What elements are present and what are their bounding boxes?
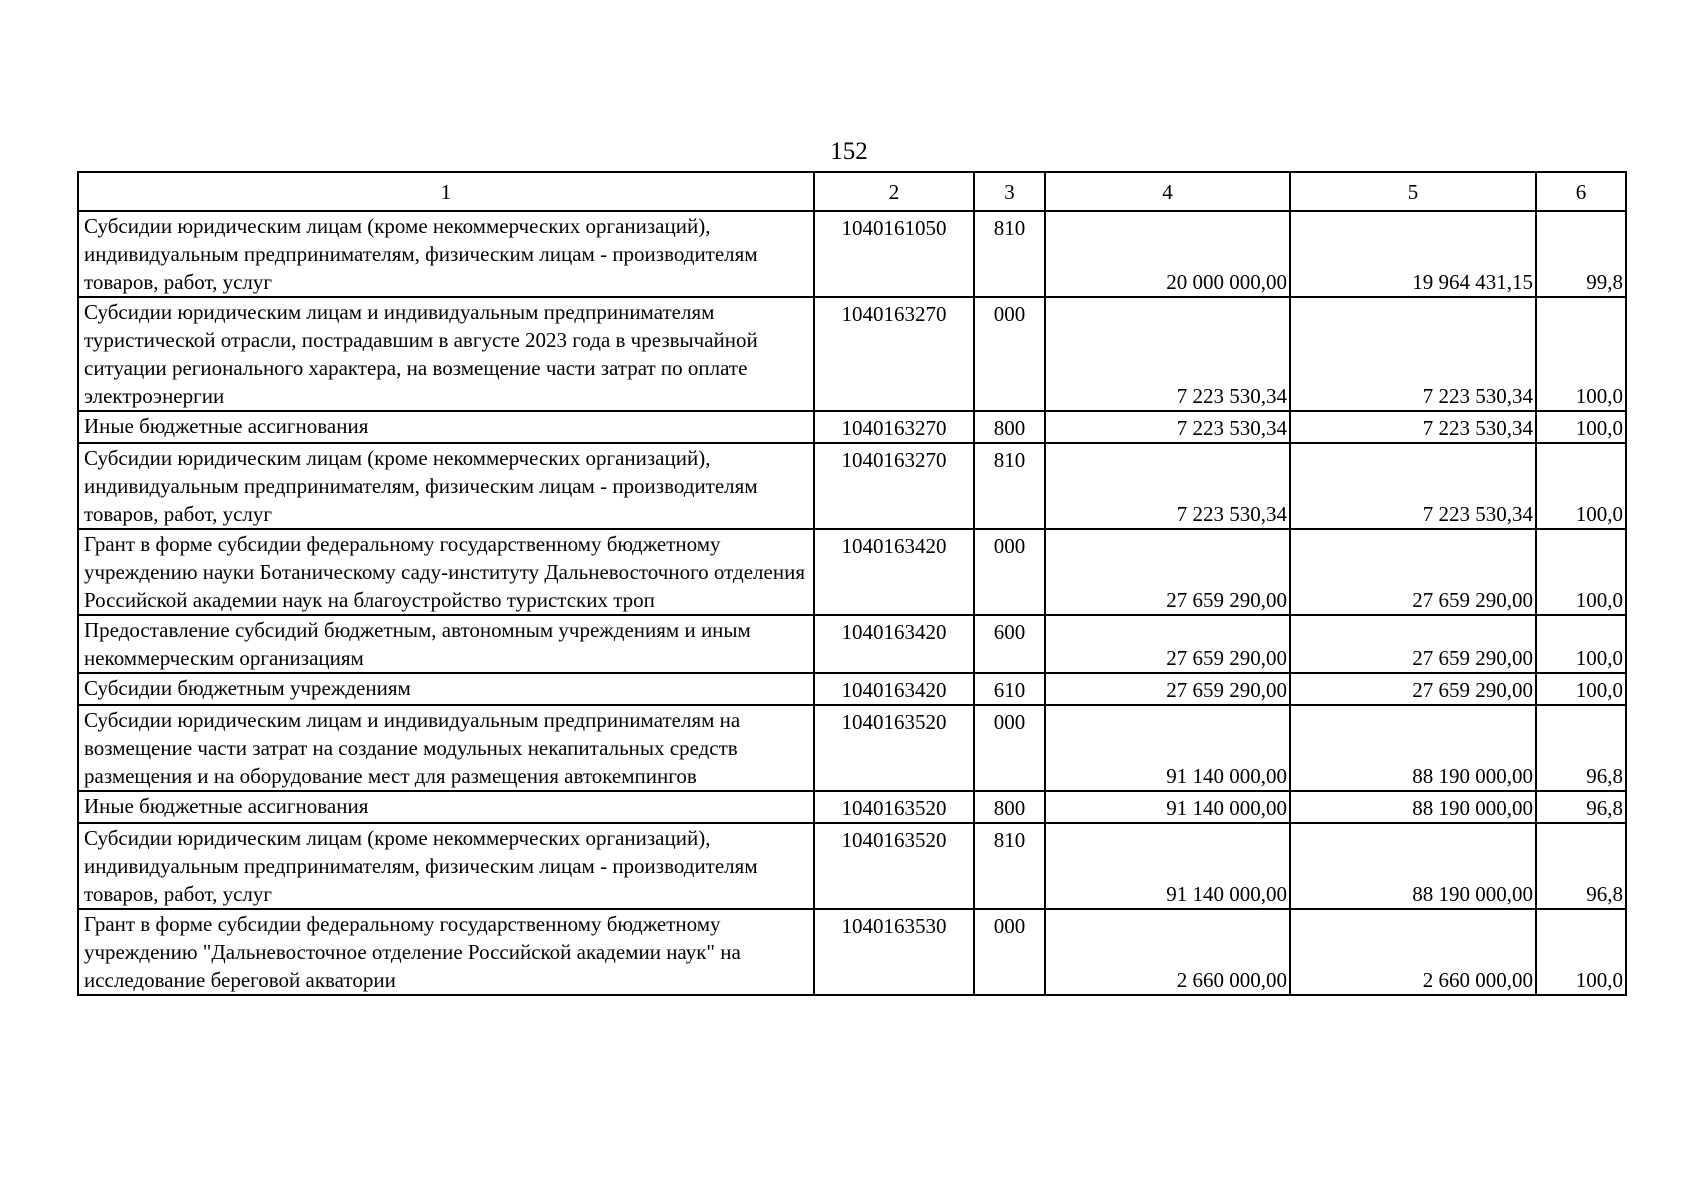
table-row — [78, 297, 1626, 411]
row-fact: 27 659 290,00 — [1290, 615, 1536, 673]
row-fact: 2 660 000,00 — [1290, 909, 1536, 995]
row-csr-code: 1040163520 — [814, 705, 974, 791]
row-plan: 7 223 530,34 — [1045, 411, 1290, 443]
table-row — [78, 791, 1626, 823]
row-fact: 7 223 530,34 — [1290, 411, 1536, 443]
row-vr-code: 800 — [974, 411, 1045, 443]
table-row — [78, 673, 1626, 705]
row-csr-code: 1040163420 — [814, 529, 974, 615]
header-cell: 2 — [814, 172, 974, 211]
row-name: Иные бюджетные ассигнования — [78, 411, 814, 443]
row-plan: 91 140 000,00 — [1045, 705, 1290, 791]
row-plan: 91 140 000,00 — [1045, 791, 1290, 823]
table-row — [78, 615, 1626, 673]
row-fact: 7 223 530,34 — [1290, 443, 1536, 529]
row-percent: 100,0 — [1536, 529, 1626, 615]
row-name: Субсидии юридическим лицам (кроме некоммерческих организаций), индивидуальным предпринимателям, физическим лицам - производителям товаров, работ, услуг — [78, 211, 814, 297]
row-plan: 27 659 290,00 — [1045, 673, 1290, 705]
row-name: Иные бюджетные ассигнования — [78, 791, 814, 823]
row-plan: 2 660 000,00 — [1045, 909, 1290, 995]
row-csr-code: 1040163520 — [814, 791, 974, 823]
row-vr-code: 610 — [974, 673, 1045, 705]
row-name: Предоставление субсидий бюджетным, автономным учреждениям и иным некоммерческим организациям — [78, 615, 814, 673]
header-cell: 3 — [974, 172, 1045, 211]
row-vr-code: 810 — [974, 823, 1045, 909]
table-row — [78, 411, 1626, 443]
row-vr-code: 810 — [974, 443, 1045, 529]
row-percent: 96,8 — [1536, 705, 1626, 791]
row-percent: 100,0 — [1536, 443, 1626, 529]
header-cell: 1 — [78, 172, 814, 211]
row-vr-code: 810 — [974, 211, 1045, 297]
row-csr-code: 1040163420 — [814, 615, 974, 673]
row-fact: 88 190 000,00 — [1290, 705, 1536, 791]
budget-table — [77, 171, 1627, 996]
table-row — [78, 909, 1626, 995]
row-csr-code: 1040163270 — [814, 297, 974, 411]
row-percent: 96,8 — [1536, 791, 1626, 823]
row-plan: 20 000 000,00 — [1045, 211, 1290, 297]
table-row — [78, 823, 1626, 909]
table-row — [78, 529, 1626, 615]
row-vr-code: 000 — [974, 297, 1045, 411]
row-percent: 100,0 — [1536, 615, 1626, 673]
row-name: Субсидии юридическим лицам и индивидуальным предпринимателям на возмещение части затрат на создание модульных некапитальных средств размещения и на оборудование мест для размещения автокемпингов — [78, 705, 814, 791]
row-vr-code: 000 — [974, 705, 1045, 791]
row-percent: 100,0 — [1536, 673, 1626, 705]
row-percent: 100,0 — [1536, 909, 1626, 995]
row-plan: 27 659 290,00 — [1045, 615, 1290, 673]
row-vr-code: 800 — [974, 791, 1045, 823]
row-vr-code: 000 — [974, 529, 1045, 615]
table-row — [78, 443, 1626, 529]
header-cell: 6 — [1536, 172, 1626, 211]
table-header-row — [78, 172, 1626, 211]
row-name: Субсидии бюджетным учреждениям — [78, 673, 814, 705]
row-plan: 91 140 000,00 — [1045, 823, 1290, 909]
row-vr-code: 000 — [974, 909, 1045, 995]
row-csr-code: 1040163270 — [814, 443, 974, 529]
row-fact: 7 223 530,34 — [1290, 297, 1536, 411]
row-csr-code: 1040163420 — [814, 673, 974, 705]
row-plan: 27 659 290,00 — [1045, 529, 1290, 615]
row-name: Грант в форме субсидии федеральному государственному бюджетному учреждению "Дальневосточное отделение Российской академии наук" на исследование береговой акватории — [78, 909, 814, 995]
table-row — [78, 705, 1626, 791]
row-fact: 88 190 000,00 — [1290, 823, 1536, 909]
header-cell: 5 — [1290, 172, 1536, 211]
row-fact: 19 964 431,15 — [1290, 211, 1536, 297]
row-name: Грант в форме субсидии федеральному государственному бюджетному учреждению науки Ботаническому саду-институту Дальневосточного отделения Российской академии наук на благоустройство туристских троп — [78, 529, 814, 615]
row-fact: 27 659 290,00 — [1290, 673, 1536, 705]
row-vr-code: 600 — [974, 615, 1045, 673]
table-row — [78, 211, 1626, 297]
row-csr-code: 1040163520 — [814, 823, 974, 909]
row-percent: 96,8 — [1536, 823, 1626, 909]
row-csr-code: 1040163270 — [814, 411, 974, 443]
row-csr-code: 1040163530 — [814, 909, 974, 995]
row-percent: 99,8 — [1536, 211, 1626, 297]
header-cell: 4 — [1045, 172, 1290, 211]
row-name: Субсидии юридическим лицам (кроме некоммерческих организаций), индивидуальным предпринимателям, физическим лицам - производителям товаров, работ, услуг — [78, 443, 814, 529]
row-name: Субсидии юридическим лицам и индивидуальным предпринимателям туристической отрасли, пострадавшим в августе 2023 года в чрезвычайной ситуации регионального характера, на возмещение части затрат по оплате электроэнергии — [78, 297, 814, 411]
row-fact: 88 190 000,00 — [1290, 791, 1536, 823]
row-plan: 7 223 530,34 — [1045, 297, 1290, 411]
row-csr-code: 1040161050 — [814, 211, 974, 297]
row-fact: 27 659 290,00 — [1290, 529, 1536, 615]
page-number: 152 — [830, 138, 868, 165]
row-percent: 100,0 — [1536, 297, 1626, 411]
row-percent: 100,0 — [1536, 411, 1626, 443]
row-plan: 7 223 530,34 — [1045, 443, 1290, 529]
row-name: Субсидии юридическим лицам (кроме некоммерческих организаций), индивидуальным предпринимателям, физическим лицам - производителям товаров, работ, услуг — [78, 823, 814, 909]
